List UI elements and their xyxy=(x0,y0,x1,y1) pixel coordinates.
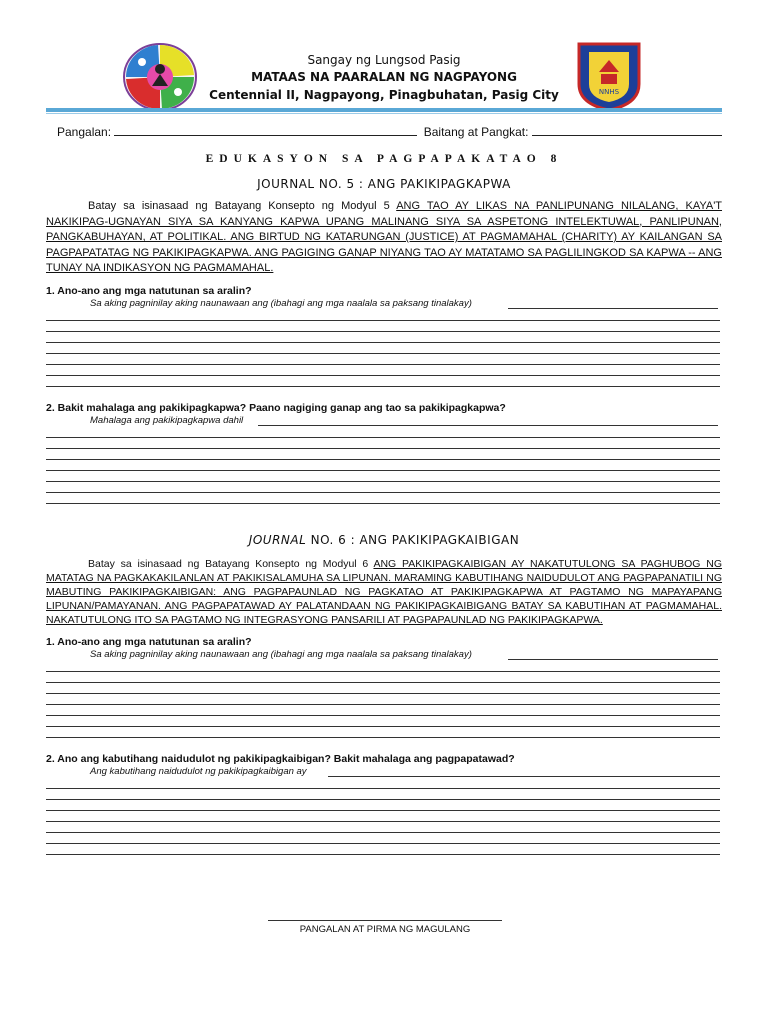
journal6-title-rest: NO. 6 : ANG PAKIKIPAGKAIBIGAN xyxy=(306,533,520,547)
answer-line[interactable] xyxy=(46,353,720,354)
answer-line[interactable] xyxy=(46,799,720,800)
answer-line[interactable] xyxy=(46,470,720,471)
svg-text:NNHS: NNHS xyxy=(598,88,620,96)
name-field[interactable] xyxy=(114,124,417,136)
journal5-question2-prompt: Mahalaga ang pakikipagkapwa dahil xyxy=(90,415,244,426)
answer-line[interactable] xyxy=(46,375,720,376)
header-rule-thin xyxy=(46,113,722,114)
answer-line[interactable] xyxy=(46,503,720,504)
answer-line[interactable] xyxy=(508,308,718,309)
school-name: MATAAS NA PAARALAN NG NAGPAYONG xyxy=(251,70,517,84)
student-info-row xyxy=(57,124,727,139)
school-address: Centennial II, Nagpayong, Pinagbuhatan, Pasig City xyxy=(209,88,559,102)
answer-line[interactable] xyxy=(46,331,720,332)
answer-line[interactable] xyxy=(46,726,720,727)
answer-line[interactable] xyxy=(46,320,720,321)
answer-line[interactable] xyxy=(46,682,720,683)
journal6-question1-prompt: Sa aking pagninilay aking naunawaan ang (ibahagi ang mga naalala sa paksang tinalakay) xyxy=(90,649,472,660)
journal5-question1-prompt: Sa aking pagninilay aking naunawaan ang (ibahagi ang mga naalala sa paksang tinalakay) xyxy=(90,298,472,309)
signature-line[interactable] xyxy=(268,920,502,921)
answer-line[interactable] xyxy=(46,342,720,343)
grade-label: Baitang at Pangkat: xyxy=(423,125,529,139)
answer-line[interactable] xyxy=(46,437,720,438)
answer-line[interactable] xyxy=(46,821,720,822)
answer-line[interactable] xyxy=(46,693,720,694)
journal6-concept-text: ANG PAKIKIPAGKAIBIGAN AY NAKATUTULONG SA PAGHUBOG NG MATATAG NA PAGKAKAKILANLAN AT PAKIKISALAMUHA SA LIPUNAN. MARAMING KABUTIHANG NAIDUDULOT ANG PAGPAPANATILI NG MABUTING PAKIKIPAGKAIBIGAN: ANG PAGPAPAUNLAD NG PAGKATAO AT PAKIKIPAGKAPWA AT PAGTAMO NG MAPAYAPANG LIPUNAN/PAMAYANAN. ANG PAGPAPATAWAD AY PALATANDAAN NG PAKIKIPAGKAIBIGANG BATAY SA KABUTIHAN AT PAGMAMAHAL. NAKATUTULONG ITO SA PAGTAMO NG INTEGRASYONG PANSARILI AT PAGPAPAUNLAD NG PAKIKIPAGKAPWA. xyxy=(46,558,722,626)
division-name: Sangay ng Lungsod Pasig xyxy=(307,53,461,67)
subject-title: EDUKASYON SA PAGPAPAKATAO 8 xyxy=(205,153,563,165)
answer-line[interactable] xyxy=(46,492,720,493)
journal6-question2: 2. Ano ang kabutihang naidudulot ng pakikipagkaibigan? Bakit mahalaga ang pagpapatawad? xyxy=(46,753,515,765)
journal6-question1: 1. Ano-ano ang mga natutunan sa aralin? xyxy=(46,636,252,648)
answer-line[interactable] xyxy=(46,832,720,833)
answer-line[interactable] xyxy=(46,364,720,365)
header-rule xyxy=(46,108,722,112)
journal5-title: JOURNAL NO. 5 : ANG PAKIKIPAGKAPWA xyxy=(257,177,511,191)
answer-line[interactable] xyxy=(46,788,720,789)
answer-line[interactable] xyxy=(46,854,720,855)
journal6-title xyxy=(0,533,768,547)
journal6-concept xyxy=(46,557,722,627)
answer-line[interactable] xyxy=(46,459,720,460)
journal5-intro: Batay sa isinasaad ng Batayang Konsepto ng Modyul 5 xyxy=(88,200,390,212)
answer-line[interactable] xyxy=(46,704,720,705)
journal6-intro: Batay sa isinasaad ng Batayang Konsepto ng Modyul 6 xyxy=(88,558,369,570)
answer-line[interactable] xyxy=(46,481,720,482)
answer-line[interactable] xyxy=(46,448,720,449)
answer-line[interactable] xyxy=(46,810,720,811)
journal5-concept xyxy=(46,199,722,277)
answer-line[interactable] xyxy=(46,671,720,672)
answer-line[interactable] xyxy=(46,737,720,738)
answer-line[interactable] xyxy=(46,715,720,716)
journal5-concept-text: ANG TAO AY LIKAS NA PANLIPUNANG NILALANG, KAYA'T NAKIKIPAG-UGNAYAN SIYA SA KANYANG KAPWA UPANG MALINANG SIYA SA ASPETONG INTELEKTUWAL, PANLIPUNAN, PANGKABUHAYAN, AT POLITIKAL. ANG BIRTUD NG KATARUNGAN (JUSTICE) AT PAGMAMAHAL (CHARITY) AY KAILANGAN SA PAGPAPATATAG NG PAKIKIPAGKAPWA. ANG PAGIGING GANAP NIYANG TAO AY MATATAMO SA PAGLILINGKOD SA KAPWA -- ANG TUNAY NA INDIKASYON NG PAGMAMAHAL. xyxy=(46,200,723,274)
answer-line[interactable] xyxy=(46,843,720,844)
signature-label: PANGALAN AT PIRMA NG MAGULANG xyxy=(299,924,471,935)
name-label: Pangalan: xyxy=(57,125,112,139)
answer-line[interactable] xyxy=(258,425,718,426)
journal6-question2-prompt: Ang kabutihang naidudulot ng pakikipagkaibigan ay xyxy=(90,766,307,777)
answer-line[interactable] xyxy=(508,659,718,660)
answer-line[interactable] xyxy=(328,776,720,777)
journal5-question1: 1. Ano-ano ang mga natutunan sa aralin? xyxy=(46,285,252,297)
answer-line[interactable] xyxy=(46,386,720,387)
journal5-question2: 2. Bakit mahalaga ang pakikipagkapwa? Paano nagiging ganap ang tao sa pakikipagkapwa? xyxy=(46,402,506,414)
journal6-title-italic: JOURNAL xyxy=(248,533,307,547)
grade-field[interactable] xyxy=(532,124,722,136)
